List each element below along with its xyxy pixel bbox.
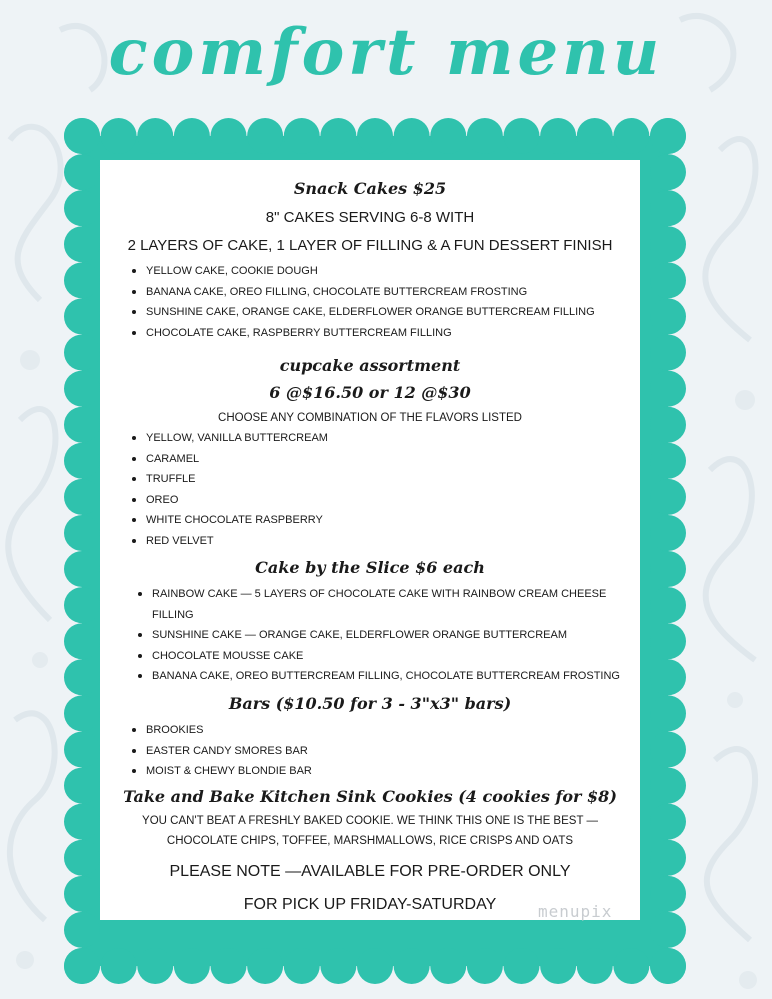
frame-scallop [64,371,100,407]
frame-scallop [357,948,393,984]
frame-scallop [613,948,649,984]
frame-scallop [64,262,100,298]
frame-scallop [650,804,686,840]
frame-scallop [650,298,686,334]
cupcake-price: 6 @$16.50 or 12 @$30 [269,383,471,402]
preorder-note: PLEASE NOTE —AVAILABLE FOR PRE-ORDER ONLY [169,863,571,880]
frame-scallop [64,515,100,551]
frame-scallop [577,948,613,984]
frame-scallop [64,226,100,262]
frame-scallop [394,948,430,984]
frame-scallop [64,335,100,371]
frame-scallop [650,515,686,551]
frame-scallop [577,118,613,154]
frame-scallop [650,479,686,515]
frame-scallop [64,190,100,226]
frame-scallop [650,623,686,659]
frame-scallop [650,840,686,876]
frame-scallop [650,948,686,984]
bars-title: Bars ($10.50 for 3 - 3"x3" bars) [228,694,512,713]
frame-scallop [64,912,100,948]
cookies-line-1: YOU CAN'T BEAT A FRESHLY BAKED COOKIE. WE THINK THIS ONE IS THE BEST — [142,815,598,827]
list-item: CARAMEL [146,449,630,470]
frame-scallop [650,587,686,623]
frame-scallop [64,118,100,154]
list-item: CHOCOLATE CAKE, RASPBERRY BUTTERCREAM FILLING [146,323,630,344]
frame-scallop [320,948,356,984]
frame-scallop [247,948,283,984]
frame-scallop [64,298,100,334]
list-item: BANANA CAKE, OREO BUTTERCREAM FILLING, CHOCOLATE BUTTERCREAM FROSTING [152,666,630,687]
frame-scallop [650,407,686,443]
frame-scallop [64,623,100,659]
frame-scallop [430,118,466,154]
frame-scallop [320,118,356,154]
frame-scallop [650,262,686,298]
list-item: BROOKIES [146,720,630,741]
menu-card [100,160,640,920]
list-item: WHITE CHOCOLATE RASPBERRY [146,510,630,531]
frame-scallop [64,876,100,912]
snack-cakes-list [100,261,630,343]
list-item: EASTER CANDY SMORES BAR [146,741,630,762]
list-item: SUNSHINE CAKE, ORANGE CAKE, ELDERFLOWER ORANGE BUTTERCREAM FILLING [146,302,630,323]
frame-scallop [137,948,173,984]
frame-scallop [174,118,210,154]
frame-scallop [613,118,649,154]
list-item: YELLOW, VANILLA BUTTERCREAM [146,428,630,449]
snack-cakes-title: Snack Cakes $25 [293,179,447,198]
frame-scallop [504,118,540,154]
frame-scallop [650,768,686,804]
frame-scallop [650,190,686,226]
frame-scallop [101,118,137,154]
slice-list [100,584,630,687]
snack-cakes-description: 2 LAYERS OF CAKE, 1 LAYER OF FILLING & A FUN DESSERT FINISH [127,237,613,254]
list-item: BANANA CAKE, OREO FILLING, CHOCOLATE BUTTERCREAM FROSTING [146,282,630,303]
cupcake-list [100,428,630,551]
frame-scallop [211,948,247,984]
frame-scallop [64,443,100,479]
frame-scallop [650,226,686,262]
frame-scallop [650,443,686,479]
frame-scallop [540,948,576,984]
frame-scallop [247,118,283,154]
frame-scallop [284,948,320,984]
cookies-line-2: CHOCOLATE CHIPS, TOFFEE, MARSHMALLOWS, RICE CRISPS AND OATS [166,835,574,847]
frame-scallop [394,118,430,154]
frame-scallop [650,912,686,948]
frame-scallop [650,876,686,912]
frame-scallop [211,118,247,154]
list-item: SUNSHINE CAKE — ORANGE CAKE, ELDERFLOWER ORANGE BUTTERCREAM [152,625,630,646]
cupcake-title: cupcake assortment [279,356,461,375]
frame-scallop [64,479,100,515]
frame-scallop [504,948,540,984]
frame-scallop [284,118,320,154]
frame-scallop [650,731,686,767]
frame-scallop [430,948,466,984]
list-item: MOIST & CHEWY BLONDIE BAR [146,761,630,782]
menu-title: comfort menu [108,15,664,90]
list-item: RED VELVET [146,531,630,552]
frame-scallop [64,551,100,587]
frame-scallop [650,695,686,731]
frame-scallop [650,371,686,407]
list-item: YELLOW CAKE, COOKIE DOUGH [146,261,630,282]
frame-scallop [174,948,210,984]
frame-scallop [650,659,686,695]
frame-scallop [64,659,100,695]
frame-scallop [64,731,100,767]
snack-cakes-size: 8" CAKES SERVING 6-8 WITH [265,209,475,226]
frame-scallop [64,407,100,443]
list-item: OREO [146,490,630,511]
slice-title: Cake by the Slice $6 each [255,558,485,577]
frame-scallop [64,948,100,984]
pickup-note: FOR PICK UP FRIDAY-SATURDAY [243,896,497,913]
cupcake-note: CHOOSE ANY COMBINATION OF THE FLAVORS LISTED [218,412,522,424]
frame-scallop [650,154,686,190]
frame-scallop [64,840,100,876]
frame-scallop [137,118,173,154]
frame-scallop [467,118,503,154]
frame-scallop [64,587,100,623]
bars-list [100,720,630,782]
frame-scallop [650,551,686,587]
frame-scallop [540,118,576,154]
list-item: TRUFFLE [146,469,630,490]
frame-scallop [64,695,100,731]
list-item: CHOCOLATE MOUSSE CAKE [152,646,630,667]
frame-scallop [101,948,137,984]
list-item: RAINBOW CAKE — 5 LAYERS OF CHOCOLATE CAKE WITH RAINBOW CREAM CHEESE FILLING [152,584,630,625]
watermark: menupix [538,902,613,921]
frame-scallop [64,154,100,190]
frame-scallop [64,804,100,840]
frame-scallop [650,118,686,154]
frame-scallop [467,948,503,984]
frame-scallop [64,768,100,804]
cookies-title: Take and Bake Kitchen Sink Cookies (4 cookies for $8) [123,787,617,806]
frame-scallop [650,335,686,371]
frame-scallop [357,118,393,154]
